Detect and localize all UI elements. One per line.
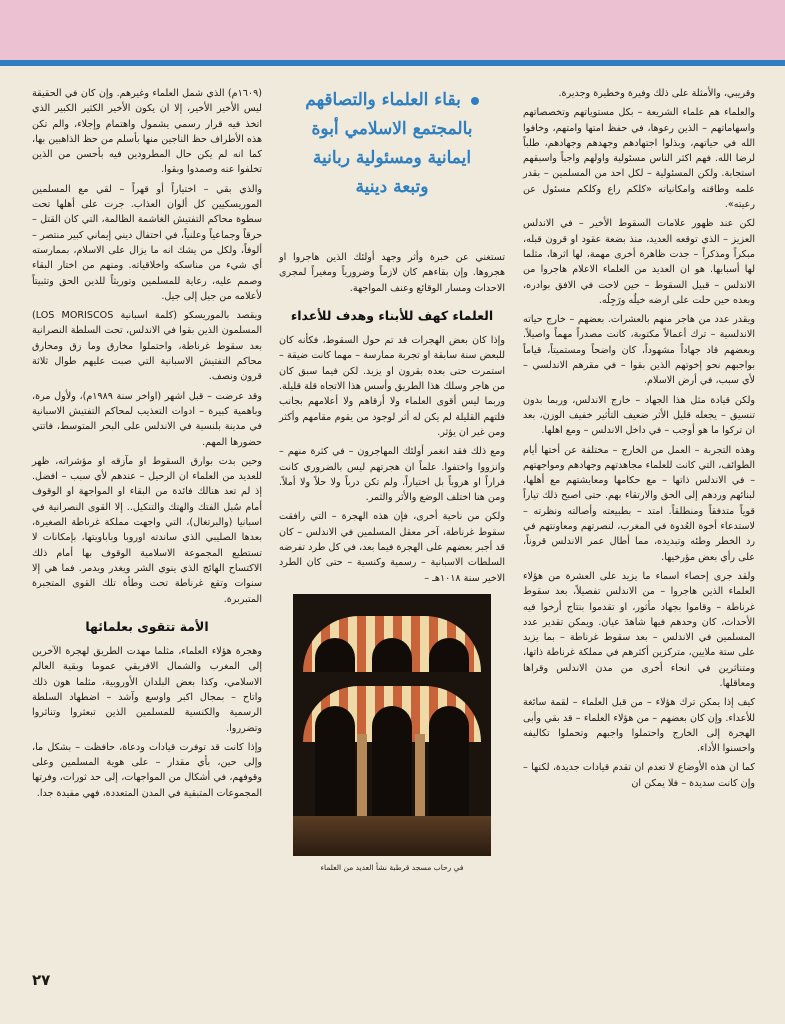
paragraph: والذي بقي – اختياراً أو قهراً – لقي مع المسلمين الموريسكيين كل ألوان العذاب. جرت على أهلها تحت سطوة محاكم التفتيش الغاشمة الظالمة، التي كان القتل – حرقاً وجماعياً وعلنياً، في احتفال ديني إيماني كبير منتصر – ألوفاً، ولكل من يشك انه ما يزال على الاسلام، بممارسته أي شيء من مناسكه واخلاقياته. ومنهم من اختار البقاء وصمم عليه، رعاية للمسلمين وتوريثاً للدين الحق وتثبيتاً لأعلامه من جيل إلى جيل.	[32, 183, 262, 302]
headline-bullet-icon	[471, 97, 479, 105]
paragraph: وهذه التجربة – العمل من الخارج – مختلفة عن أختها أيام الطوائف، التي كانت للعلماء مجاهدتهم وجهادهم ومواجهتهم – في الاندلس ذاتها – مع حكامها ومعايشتهم مع أهلها، لبنائهم وردهم إلى الحق والارتقاء بهم. حتى اصبح ذلك تياراً قوياً متدفقاً ومنطلقاً. امتد – بطبيعته وأصالته ونظرته – لاستدعاء أخوة العُدوة في المغرب، لنصرتهم ومعاونتهم في رد الخطر وطئه وتبديده، مما أطال عمر الاندلس قروناً، على رأي بعض مؤرخيها.	[523, 444, 755, 563]
paragraph: ولكن قيادة مثل هذا الجهاد – خارج الاندلس، وربما بدون تنسيق – يجعله قليل الأثر ضعيف التأثير خفيف الوزن، بعد ان تركوا ما هو أوجب – في داخل الاندلس – ومع اهلها.	[523, 394, 755, 437]
paragraph: وقريبي، والأمثلة على ذلك وفيرة وخطيرة وجديرة.	[558, 88, 755, 99]
pillar	[357, 734, 367, 824]
photo-caption: في رحاب مسجد قرطبة نشأ العديد من العلماء	[320, 862, 464, 872]
right-column	[523, 86, 755, 795]
paragraph: والعلماء هم علماء الشريعة – بكل مستوياتهم وتخصصاتهم واسهاماتهم – الذين رعوها، في حفظ امتها وامتهم، وخافوا الله في حياتهم، وبذلوا اجتهادهم وجهدهم وجهادهم، طلباً لرضا الله. فهم اكثر الناس مسئولية واولهم واجباً واسبقهم استجابة. ولكن المسئولية – لكل احد من المسلمين – بقدر علمه وطاقته وامكانياته «كلكم راع وكلكم مسئول عن رعيته».	[523, 107, 755, 211]
arch-opening	[315, 706, 355, 816]
arch-opening	[372, 706, 412, 816]
section-subhead: الأمة تتقوى بعلمائها	[85, 618, 209, 634]
paragraph: ولكن من ناحية أخرى، فإن هذه الهجرة – التي رافقت سقوط غرناطة، آخر معقل المسلمين في الاندلس – كان قد أجبر بعضهم على الهجرة فيما بعد، في كل طرد تفرضه السلطات الاسبانية – رسمية وكنسية – حتى كان الطرد الاخير سنة ١٠١٨هـ –	[279, 511, 505, 584]
section-subhead: العلماء كهف للأبناء وهدف للأعداء	[290, 307, 494, 323]
mosque-arches-photo	[293, 594, 491, 856]
paragraph: كما ان هذه الأوضاع لا تعدم ان تقدم قيادات جديدة، لكنها – وإن كانت سديدة – فلا يمكن ان	[523, 762, 755, 789]
paragraph: وإذا كانت قد توفرت قيادات ودعاة، حافظت – بشكل ما، وإلى حين، بأي مقدار – على هوية المسلمين وعلى وقوفهم، في أشكال من المواجهات، إلى حد ثورات، وفرتها المجموعات المتبقية في المدن المتعددة، فهي مفيدة جدا.	[32, 741, 262, 799]
paragraph: كيف إذا يمكن ترك هؤلاء – من قبل العلماء – لقمة سائغة للأعداء. وإن كان بعضهم – من هؤلاء العلماء – قد بقي وأبى الهجرة إلى الخارج واحتملوا واجبهم وتحملوا تكاليفه واحسنوا الأداء.	[523, 697, 755, 755]
headline-line-2: بالمجتمع الاسلامي أبوة	[311, 119, 473, 139]
intro-paragraph: تستغني عن خبرة وأثر وجهد أولئك الذين هاجروا او هجروها. وإن بقاءهم كان لازماً وضرورياً ومغيراً لمجرى الاحداث ومسار الوقائع وعنف المواجهة.	[279, 252, 505, 294]
top-blue-rule	[0, 60, 785, 66]
middle-column	[279, 86, 505, 875]
floor	[293, 816, 491, 856]
headline-line-4: وتبعة دينية	[355, 177, 429, 197]
paragraph: ومع ذلك فقد انغمر أولئك المهاجرون – في كثرة منهم – وانزووا واختفوا. علماً ان هجرتهم ليس بالضروري كانت فراراً او هروباً بل اختياراً، ولم تكن درباً ولا حلاً ولا أملاً. ومن هنا اختلف الوضع والأثر والثمر.	[279, 446, 505, 504]
top-color-band	[0, 0, 785, 60]
page-number: ٢٧	[32, 971, 51, 989]
paragraph: وإذا كان بعض الهجرات قد تم حول السقوط، فكأنه كان للبعض سنة سابقة او تجربة ممارسة – مهما كانت ضيقة – استمرت حتى بعده بقرون او يزيد. لكن فيما سبق كان من هاجر وسلك هذا الطريق وأسس هذا الاتجاه قلة قليلة. وربما ليس أقوى العلماء ولا أرقاهم ولا أعلامهم بجانب فلتهم القليلة لم يكن له أثر لوجود من يقوم مقامهم وأكثر ومن غير ان يؤثر.	[279, 335, 505, 438]
paragraph: ويقدر عدد من هاجر منهم بالعشرات. بعضهم – خارج حياته الاندلسية – ترك أعمالاً مكتوبة، كانت مصدراً مهماً واصيلاً. وبعضهم قاد جهاداً مشهوداً، كان واضحاً ومستميتاً، قياماً بواجبهم نحو إخوتهم الذين بقوا – في مقرهم الاندلسي – لأي سبب، في أرض الاسلام.	[523, 314, 755, 387]
paragraph: وهجرة هؤلاء العلماء، مثلما مهدت الطريق لهجرة الآخرين إلى المغرب والشمال الافريقي عموما وبقية العالم الاسلامي، وكذا بعض البلدان الأوروبية، مثلما هون ذلك واتاح – بمجال اكبر واوسع وآشد – اضطهاد السلطة الرسمية والكنسية للمسلمين الذين تبعثروا وتناثروا وتضرروا.	[32, 646, 262, 734]
left-column	[32, 86, 262, 805]
headline	[279, 86, 505, 242]
paragraph: ويقصد بالموريسكو (كلمة اسبانية LOS MORISCOS) المسلمون الذين بقوا في الاندلس، تحت السلطة النصرانية بعد سقوط غرناطة، واحتملوا مخارق وما زق ومحارق محاكم التفتيش الاسبانية التي صبت عليهم طوال ثلاثة قرون ونصف.	[32, 310, 262, 383]
paragraph: وقد عرضت – قبل اشهر (اواخر سنة ١٩٨٩م)، ولأول مرة، وباهمية كبيرة – ادوات التعذيب لمحاكم التفتيش الاسبانية في مدينة بلنسية في الاندلس على البحر المتوسط، فاتتي حضورها المهم.	[32, 390, 262, 448]
headline-line-3: ايمانية ومسئولية ربانية	[312, 148, 472, 168]
paragraph: (١٦٠٩م) الذي شمل العلماء وغيرهم. وإن كان في الحقيقة ليس الأخير الأخير، إلا ان يكون الأخير الكثير الكبير الذي اتخذ فيه قرار رسمي يشمول واهتمام وإجلاء، والم تكن هذه الأطراف حظ الناجين منها بأسلم من حظ الذاهبين بها، كما انه لم يكن حال المطرودين فيه بأحسن من الذين تخلفوا عنه وصمدوا وبقوا.	[32, 88, 262, 176]
paragraph: لكن عند ظهور علامات السقوط الأخير – في الاندلس العزيز – الذي توقعه العديد، منذ بضعة عقود او قرون قبله، مبكراً ومذكراً – جدت ظاهرة أخرى مهمة، لها اثرها، مثلما لها أسبابها. هو ان العديد من العلماء الاعلام هاجروا من الاندلس – قبيل السقوط – حين لاحت في الافق بوادره، وبعده حين حلت على ارضه خيلُه ورَجِلُه.	[523, 218, 755, 306]
arch-opening	[429, 638, 469, 672]
arch-opening	[315, 638, 355, 672]
paragraph: ولقد جرى إحصاء اسماء ما يزيد على العشرة من هؤلاء العلماء الذين هاجروا – من الاندلس تفصيلاً، بعد سقوط غرناطة – وقاموا بجهاد مأثور، او تقدموا بنتاج أرخوا فيه الأحداث، كان وحدهم فيها شاهدَ عيان. ويمكن تقدير عدد المسلمين في الاندلس – بعد سقوط غرناطة – بما يزيد على ستة ملايين، متركزين أكثرهم في مملكة غرناطة ذاتها، ومتناثرين في انحاء أخرى من مدن الاندلس وقراها ومعاقلها.	[523, 570, 755, 689]
arch-opening	[429, 706, 469, 816]
arch-opening	[372, 638, 412, 672]
headline-line-1: بقاء العلماء والتصاقهم	[305, 90, 461, 110]
pillar	[415, 734, 425, 824]
paragraph: وحين بدت بوارق السقوط او مآزقه او مؤشراته، ظهر للعديد من العلماء ان الرحيل – عندهم لأي سبب – افضل. إذ لم تعد هنالك فائدة من البقاء او المواجهة او الوقوف أمام سُبل الفتك والهتك والتنكيل.. إلا القوى النصرانية في اسبانيا (والبرتغال)، التي واجهت مملكة غرناطة الصغيرة، بعدها الصليبي الذي ساندته اوروبا وباباويتها، بإمكانات لا تستطيع المجموعة الاسلامية الوقوف بها أمام ذلك الاكتساح الهائج الذي ينوي الشر ويغدر ويدمر. فما هي إلا سنوات وتقع غرناطة تحت وطأة تلك القوى المتجبرة المتبربرة.	[32, 455, 262, 605]
